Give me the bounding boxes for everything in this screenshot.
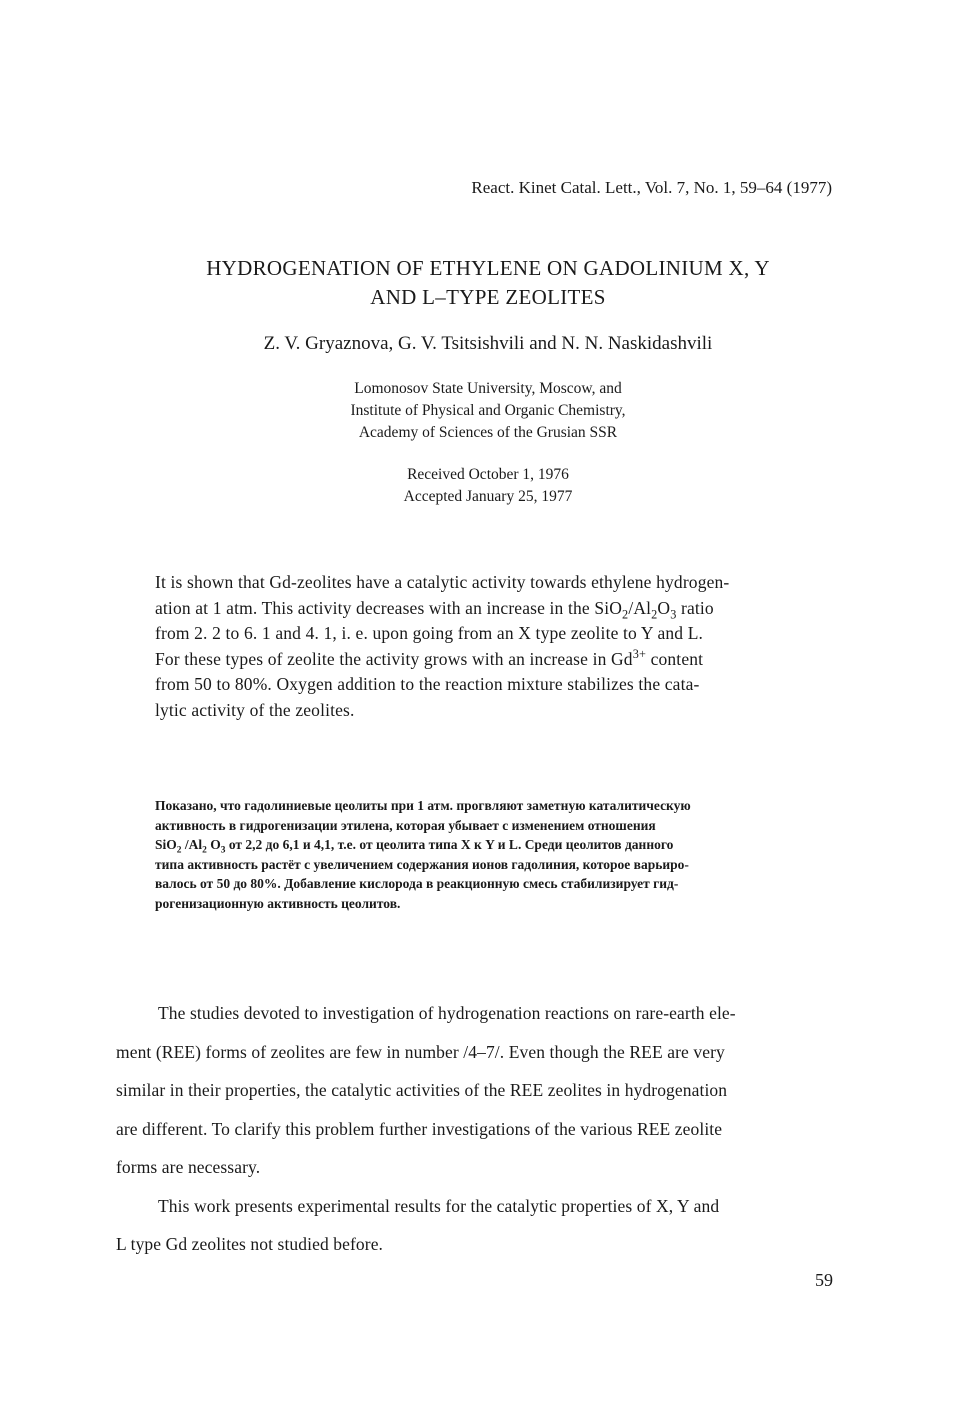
text-segment: For these types of zeolite the activity grows with an increase in Gd [155,648,633,669]
text-segment: ation at 1 atm. This activity decreases with an increase in the SiO [155,597,623,618]
received-date: Received October 1, 1976 [407,466,569,483]
abstract-ru-line: активность в гидрогенизации этилена, которая убывает с изменением отношения [155,817,656,833]
abstract-ru-line [155,835,845,855]
subscript: 2 [202,845,207,856]
text-segment: /Al [628,597,652,618]
text-segment: O [206,837,221,852]
abstract-ru-line: рогенизационную активность цеолитов. [155,895,401,911]
abstract-en-line: from 2. 2 to 6. 1 and 4. 1, i. e. upon going from an X type zeolite to Y and L. [155,623,704,643]
abstract-en-line [155,647,875,673]
submission-dates [0,464,976,508]
text-segment: ratio [676,597,714,618]
superscript: 3+ [632,646,647,661]
affiliation-line-2: Institute of Physical and Organic Chemistry, [350,402,626,419]
text-segment: /Al [181,837,203,852]
body-line: The studies devoted to investigation of hydrogenation reactions on rare-earth ele- [158,1003,736,1023]
accepted-date: Accepted January 25, 1977 [403,488,573,505]
abstract-english [155,570,875,723]
subscript: 2 [651,607,658,621]
body-line: are different. To clarify this problem further investigations of the various REE zeolite [116,1118,723,1139]
text-segment: от 2,2 до 6,1 и 4,1, т.е. от цеолита типа X к Y и L. Среди цеолитов данного [225,837,674,852]
page-number: 59 [815,1270,833,1290]
text-segment: O [657,597,671,618]
abstract-ru-line: Показано, что гадолиниевые цеолиты при 1 атм. прогвляют заметную каталитическую [155,798,691,813]
text-segment: SiO [155,837,177,852]
journal-reference: React. Kinet Catal. Lett., Vol. 7, No. 1, 59–64 (1977) [471,178,832,197]
subscript: 2 [176,845,182,856]
body-line: L type Gd zeolites not studied before. [116,1234,384,1254]
title-line-1: HYDROGENATION OF ETHYLENE ON GADOLINIUM X, Y [206,256,770,280]
subscript: 2 [622,607,629,621]
body-line: similar in their properties, the catalytic activities of the REE zeolites in hydrogenation [116,1080,728,1100]
abstract-russian [155,796,845,913]
body-line: ment (REE) forms of zeolites are few in number /4–7/. Even though the REE are very [116,1041,725,1062]
abstract-en-line: lytic activity of the zeolites. [155,699,355,720]
subscript: 3 [670,607,677,621]
abstract-en-line: from 50 to 80%. Oxygen addition to the reaction mixture stabilizes the cata- [155,674,700,694]
body-text [116,994,886,1264]
authors: Z. V. Gryaznova, G. V. Tsitsishvili and N. N. Naskidashvili [263,333,713,354]
abstract-ru-line: типа активность растёт с увеличением содержания ионов гадолиния, которое варьиро- [155,856,689,872]
affiliation [0,378,976,444]
text-segment: content [646,648,704,669]
affiliation-line-1: Lomonosov State University, Moscow, and [354,380,622,397]
abstract-en-line [155,596,875,622]
abstract-ru-line: валось от 50 до 80%. Добавление кислорода в реакционную смесь стабилизирует гид- [155,876,679,891]
paper-title [0,254,976,312]
abstract-en-line: It is shown that Gd-zeolites have a catalytic activity towards ethylene hydrogen- [155,572,730,592]
affiliation-line-3: Academy of Sciences of the Grusian SSR [358,424,618,441]
body-line: forms are necessary. [116,1157,261,1177]
title-line-2: AND L–TYPE ZEOLITES [370,285,606,309]
body-line: This work presents experimental results for the catalytic properties of X, Y and [158,1195,720,1216]
subscript: 3 [220,845,226,856]
